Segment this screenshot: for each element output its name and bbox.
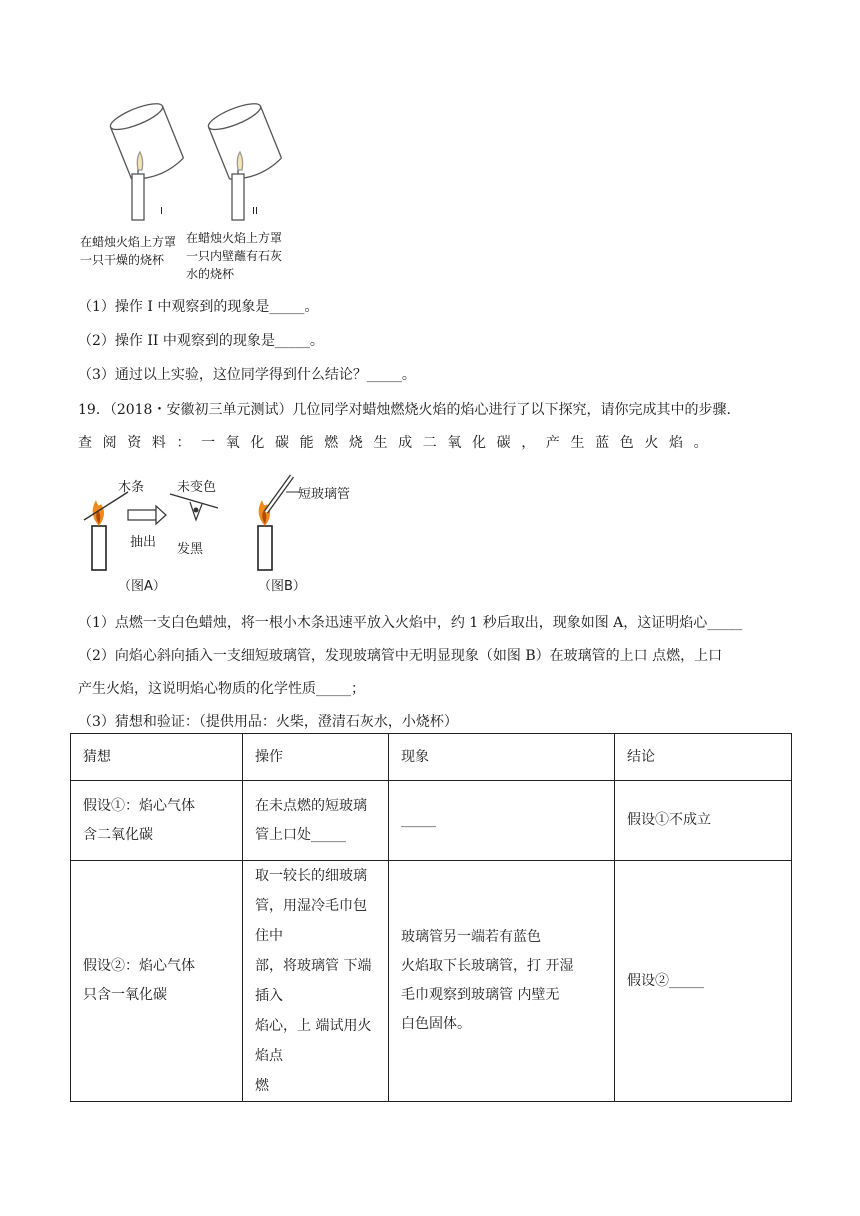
table-row: [71, 781, 792, 861]
table-row: [71, 861, 792, 1102]
caption-figure-b: （图B）: [258, 579, 306, 594]
q19-intro: 19．（2018・安徽初三单元测试）几位同学对蜡烛燃烧火焰的焰心进行了以下探究，请你完成其中的步骤.: [78, 402, 731, 418]
dry-beaker-setup: [108, 100, 186, 220]
q18-part3: （3）通过以上实验，这位同学得到什么结论？_____。: [78, 367, 416, 383]
q19-step1: （1）点燃一支白色蜡烛，将一根小木条迅速平放入火焰中，约 1 秒后取出，现象如图 A，这证明焰心_____: [78, 615, 743, 631]
caption-limewater-beaker: 在蜡烛火焰上方罩 一只内壁蘸有石灰 水的烧杯: [186, 231, 283, 281]
cell-phenomenon-1: _____: [389, 781, 615, 861]
caption-dry-beaker: 在蜡烛火焰上方罩 一只干燥的烧杯: [80, 235, 177, 267]
wood-stick-a: [84, 492, 128, 520]
caption-figure-a: （图A）: [118, 579, 166, 594]
label-unchanged: 未变色: [177, 480, 217, 495]
header-operation: 操作: [243, 734, 389, 781]
q18-part2: （2）操作 II 中观察到的现象是_____。: [78, 333, 324, 349]
cell-hypothesis-1: 假设①：焰心气体 含二氧化碳: [71, 781, 243, 861]
q18-part1: （1）操作 I 中观察到的现象是_____。: [78, 299, 319, 315]
header-hypothesis: 猜想: [71, 734, 243, 781]
beaker-candle-figure: [100, 100, 300, 230]
figure-label-1: I: [160, 206, 163, 217]
cell-conclusion-2: 假设②_____: [615, 861, 792, 1102]
label-pull-out: 抽出: [130, 535, 157, 550]
q19-step3: （3）猜想和验证：（提供用品：火柴，澄清石灰水，小烧杯）: [78, 714, 458, 730]
cell-phenomenon-2: 玻璃管另一端若有蓝色 火焰取下长玻璃管，打 开湿 毛巾观察到玻璃管 内壁无 白色固体。: [389, 861, 615, 1102]
cell-operation-1: 在未点燃的短玻璃 管上口处_____: [243, 781, 389, 861]
hypothesis-table: [70, 733, 792, 1102]
q19-reference: 查 阅 资 料 ： 一 氧 化 碳 能 燃 烧 生 成 二 氧 化 碳 ， 产 生 蓝 色 火 焰 。: [78, 435, 708, 451]
label-short-tube: 短玻璃管: [298, 487, 351, 502]
q19-step2-line2: 产生火焰，这说明焰心物质的化学性质_____；: [78, 681, 365, 697]
figure-label-2: II: [252, 206, 258, 217]
label-wood-stick: 木条: [118, 480, 145, 495]
cell-conclusion-1: 假设①不成立: [615, 781, 792, 861]
limewater-beaker-setup: [206, 100, 284, 220]
label-blackened: 发黑: [177, 542, 204, 557]
header-phenomenon: 现象: [389, 734, 615, 781]
cell-hypothesis-2: 假设②：焰心气体 只含一氧化碳: [71, 861, 243, 1102]
q19-step2-line1: （2）向焰心斜向插入一支细短玻璃管，发现玻璃管中无明显现象（如图 B）在玻璃管的上口 点燃，上口: [78, 648, 723, 664]
cell-operation-2: 取一较长的细玻璃 管，用湿冷毛巾包 住中 部，将玻璃管 下端插入 焰心，上 端试用火焰点 燃: [243, 861, 389, 1102]
table-header-row: [71, 734, 792, 781]
header-conclusion: 结论: [615, 734, 792, 781]
